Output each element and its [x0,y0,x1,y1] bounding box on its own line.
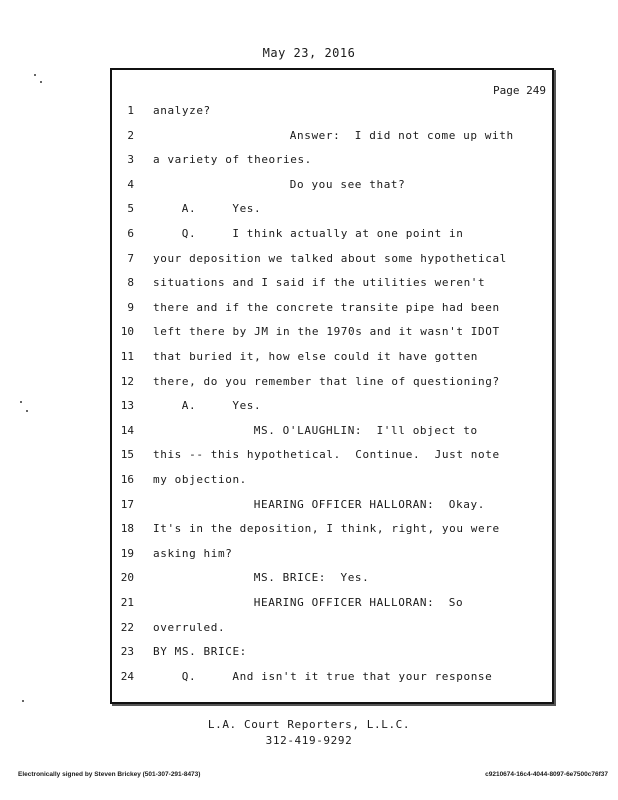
line-text: HEARING OFFICER HALLORAN: So [253,596,464,609]
transcript-line [0,645,618,665]
transcript-line [0,350,618,370]
line-number: 9 [127,300,134,314]
line-text: my objection. [153,473,247,486]
line-text: asking him? [153,546,233,560]
transcript-line [0,227,618,247]
transcript-line [0,129,618,149]
court-reporter-phone: 312-419-9292 [265,734,353,747]
transcript-line [0,252,618,272]
line-text: A. Yes. [181,202,262,216]
scan-speck [20,401,22,403]
transcript-line [0,571,618,591]
scan-speck [26,410,28,412]
transcript-line [0,301,618,321]
line-text: HEARING OFFICER HALLORAN: Okay. [253,497,485,511]
line-text: a variety of theories. [153,153,312,167]
line-number: 12 [120,374,134,388]
line-text: It's in the deposition, I think, right, you were [153,522,500,536]
transcript-date: May 23, 2016 [262,46,356,60]
line-text: BY MS. BRICE: [153,645,247,659]
line-text: Answer: I did not come up with [289,128,514,142]
line-text: MS. O'LAUGHLIN: I'll object to [253,423,478,437]
line-text: MS. BRICE: Yes. [253,571,370,585]
transcript-line [0,498,618,518]
line-text: that buried it, how else could it have gotten [153,350,479,363]
line-number: 13 [120,399,134,413]
line-number: 15 [120,448,134,462]
line-text: there, do you remember that line of questioning? [153,374,500,388]
transcript-line [0,547,618,567]
line-text: there and if the concrete transite pipe had been [153,300,500,314]
line-number: 24 [120,669,134,683]
transcript-line [0,178,618,198]
line-number: 11 [120,350,134,363]
line-text: left there by JM in the 1970s and it wasn't IDOT [153,325,500,339]
transcript-line [0,399,618,419]
line-number: 22 [120,620,134,634]
transcript-line [0,522,618,542]
transcript-line [0,325,618,345]
line-text: situations and I said if the utilities weren't [153,276,486,290]
line-number: 16 [120,473,134,486]
line-text: your deposition we talked about some hypothetical [153,251,507,265]
electronic-signature-note: Electronically signed by Steven Brickey (501-307-291-8473) [18,771,201,778]
line-text: A. Yes. [181,399,262,413]
line-number: 19 [120,546,134,560]
transcript-line [0,153,618,173]
line-number: 4 [127,177,134,191]
line-number: 3 [127,153,134,167]
line-number: 23 [120,645,134,659]
transcript-line [0,424,618,444]
line-number: 17 [120,497,134,511]
line-number: 2 [127,128,134,142]
line-text: Do you see that? [289,177,406,191]
line-number: 10 [120,325,134,339]
line-text: analyze? [153,104,211,117]
line-text: Q. And isn't it true that your response [181,669,493,683]
line-number: 1 [127,104,134,117]
document-hash: c9210674-16c4-4044-8097-6e7500c76f37 [485,771,608,778]
transcript-line [0,670,618,690]
transcript-line [0,375,618,395]
transcript-line [0,202,618,222]
transcript-line [0,104,618,124]
line-number: 20 [120,571,134,585]
line-number: 21 [120,596,134,609]
line-number: 8 [127,276,134,290]
line-number: 6 [127,227,134,240]
line-number: 14 [120,423,134,437]
line-text: overruled. [153,620,226,634]
scan-speck [40,81,42,83]
line-number: 7 [127,251,134,265]
line-number: 18 [120,522,134,536]
court-reporter-name: L.A. Court Reporters, L.L.C. [207,718,411,731]
scan-speck [34,74,36,76]
transcript-line [0,473,618,493]
transcript-line [0,448,618,468]
line-text: Q. I think actually at one point in [181,227,464,240]
transcript-line [0,621,618,641]
line-number: 5 [127,202,134,216]
transcript-line [0,276,618,296]
scan-speck [22,700,24,702]
page-number: Page 249 [493,84,546,97]
line-text: this -- this hypothetical. Continue. Just note [153,448,500,462]
transcript-line [0,596,618,616]
